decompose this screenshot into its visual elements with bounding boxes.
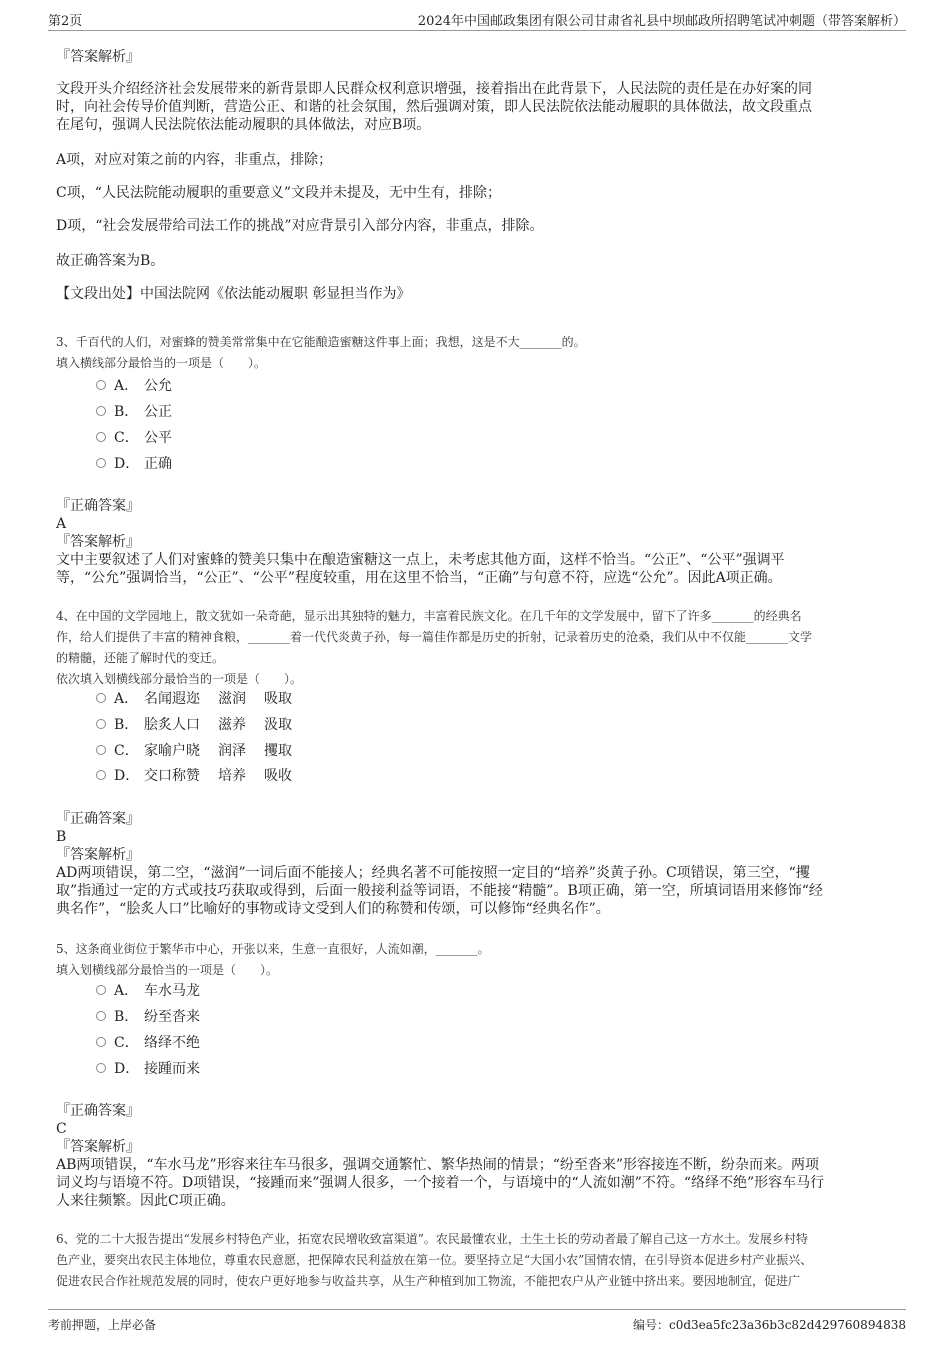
q5-stem: 5、这条商业街位于繁华市中心，开张以来，生意一直很好，人流如潮，_______。 填入划横线部分最恰当的一项是（ ）。 — [56, 939, 900, 981]
radio-icon[interactable] — [96, 1011, 106, 1021]
q5-prompt: 填入划横线部分最恰当的一项是（ ）。 — [56, 963, 279, 977]
q5-option-a[interactable]: A． 车水马龙 — [96, 980, 218, 1002]
q4-option-c[interactable]: C． 家喻户晓 润泽 攫取 — [96, 740, 310, 762]
radio-icon[interactable] — [96, 1063, 106, 1073]
q2-note-d: D项，“社会发展带给司法工作的挑战”对应背景引入部分内容，非重点，排除。 — [56, 218, 544, 234]
radio-icon[interactable] — [96, 380, 106, 390]
q3-prompt: 填入横线部分最恰当的一项是（ ）。 — [56, 356, 267, 370]
radio-icon[interactable] — [96, 693, 106, 703]
document-title: 2024年中国邮政集团有限公司甘肃省礼县中坝邮政所招聘笔试冲刺题（带答案解析） — [417, 14, 906, 29]
radio-icon[interactable] — [96, 745, 106, 755]
radio-icon[interactable] — [96, 432, 106, 442]
q3-option-d[interactable]: D． 正确 — [96, 453, 190, 475]
page-header — [48, 8, 906, 31]
q6-stem: 6、党的二十大报告提出“发展乡村特色产业，拓宽农民增收致富渠道”。农民最懂农业，土生土长的劳动者最了解自己这一方水土。发展乡村特 色产业，要突出农民主体地位，尊重农民意愿，把保障农民利益放在第一位。要坚持立足“大国小农”国情农情，在引导资本促进乡村产业振兴、 促进农民合作社规范发展的同时，使农户更好地参与收益共享，从生产种植到加工物流，不能把农户从产业链中挤出来。要因地制宜，促进广 — [56, 1232, 813, 1288]
q3-option-c[interactable]: C． 公平 — [96, 427, 190, 449]
footer-slogan: 考前押题，上岸必备 — [48, 1318, 157, 1332]
answer-value: C — [56, 1121, 67, 1137]
q3-option-b[interactable]: B． 公正 — [96, 401, 190, 423]
q3-option-a[interactable]: A． 公允 — [96, 375, 190, 397]
q2-analysis — [56, 48, 900, 66]
radio-icon[interactable] — [96, 985, 106, 995]
q2-source: 【文段出处】中国法院网《依法能动履职 彰显担当作为》 — [56, 286, 411, 302]
q4-stem: 4、在中国的文学园地上，散文犹如一朵奇葩，显示出其独特的魅力，丰富着民族文化。在几千年的文学发展中，留下了许多_______的经典名 作，给人们提供了丰富的精神食粮，_______着一代代炎黄子孙，每一篇佳作都是历史的折射，记录着历史的沧桑，我们从中不仅能_______文学 的精髓，还能了解时代的变迁。 依次填入划横线部分最恰当的一项是（ ）。 — [56, 606, 900, 690]
page-number: 第2页 — [48, 14, 83, 29]
q3-stem: 3、千百代的人们，对蜜蜂的赞美常常集中在它能酿造蜜糖这件事上面；我想，这是不大_______的。 填入横线部分最恰当的一项是（ ）。 — [56, 332, 900, 374]
radio-icon[interactable] — [96, 719, 106, 729]
analysis-label: 『答案解析』 — [56, 1139, 140, 1155]
answer-value: B — [56, 829, 67, 845]
q2-note-c: C项，“人民法院能动履职的重要意义”文段并未提及，无中生有，排除； — [56, 185, 502, 201]
document-id: 编号：c0d3ea5fc23a36b3c82d429760894838 — [632, 1318, 906, 1332]
q3-answer: 『正确答案』 A 『答案解析』 文中主要叙述了人们对蜜蜂的赞美只集中在酿造蜜糖这一点上，未考虑其他方面，这样不恰当。“公正”、“公平”强调平 等，“公允”强调恰当，“公正”、“公平”程度较重，用在这里不恰当，“正确”与句意不符，应选“公允”。因此A项正确。 — [56, 497, 900, 587]
answer-label: 『正确答案』 — [56, 811, 140, 827]
q4-option-a[interactable]: A． 名闻遐迩 滋润 吸取 — [96, 688, 310, 710]
q2-conclusion: 故正确答案为B。 — [56, 253, 165, 269]
analysis-label: 『答案解析』 — [56, 49, 140, 65]
q4-option-b[interactable]: B． 脍炙人口 滋养 汲取 — [96, 714, 310, 736]
q5-option-d[interactable]: D． 接踵而来 — [96, 1058, 218, 1080]
analysis-line: 时，向社会传导价值判断，营造公正、和谐的社会氛围，然后强调对策，即人民法院依法能动履职的具体做法，故文段重点 — [56, 99, 812, 115]
q4-option-d[interactable]: D． 交口称赞 培养 吸收 — [96, 765, 310, 787]
analysis-label: 『答案解析』 — [56, 847, 140, 863]
q5-option-b[interactable]: B． 纷至沓来 — [96, 1006, 218, 1028]
q5-option-c[interactable]: C． 络绎不绝 — [96, 1032, 218, 1054]
q5-answer: 『正确答案』 C 『答案解析』 AB两项错误，“车水马龙”形容来往车马很多，强调交通繁忙、繁华热闹的情景；“纷至沓来”形容接连不断，纷杂而来。两项 词义均与语境不符。D项错误，“接踵而来”强调人很多，一个接着一个，与语境中的“人流如潮”不符。“络绎不绝”形容车马行 人来往频繁。因此C项正确。 — [56, 1102, 900, 1210]
answer-value: A — [56, 516, 67, 532]
analysis-line: 文段开头介绍经济社会发展带来的新背景即人民群众权利意识增强，接着指出在此背景下，人民法院的责任是在办好案的同 — [56, 81, 812, 97]
q2-note-a: A项，对应对策之前的内容，非重点，排除； — [56, 152, 333, 168]
answer-label: 『正确答案』 — [56, 498, 140, 514]
radio-icon[interactable] — [96, 458, 106, 468]
q4-prompt: 依次填入划横线部分最恰当的一项是（ ）。 — [56, 672, 303, 686]
analysis-label: 『答案解析』 — [56, 534, 140, 550]
answer-label: 『正确答案』 — [56, 1103, 140, 1119]
q2-analysis-text — [56, 80, 900, 134]
radio-icon[interactable] — [96, 406, 106, 416]
q4-answer: 『正确答案』 B 『答案解析』 AD两项错误，第二空，“滋润”一词后面不能接人；经典名著不可能按照一定目的“培养”炎黄子孙。C项错误，第三空，“攫 取”指通过一定的方式或技巧获取或得到，后面一般接利益等词语，不能接“精髓”。B项正确，第一空，所填词语用来修饰“经 典名作”，“脍炙人口”比喻好的事物或诗文受到人们的称赞和传颂，可以修饰“经典名作”。 — [56, 810, 900, 918]
radio-icon[interactable] — [96, 770, 106, 780]
analysis-line: 在尾句，强调人民法院依法能动履职的具体做法，对应B项。 — [56, 117, 431, 133]
page-footer — [48, 1309, 906, 1336]
radio-icon[interactable] — [96, 1037, 106, 1047]
